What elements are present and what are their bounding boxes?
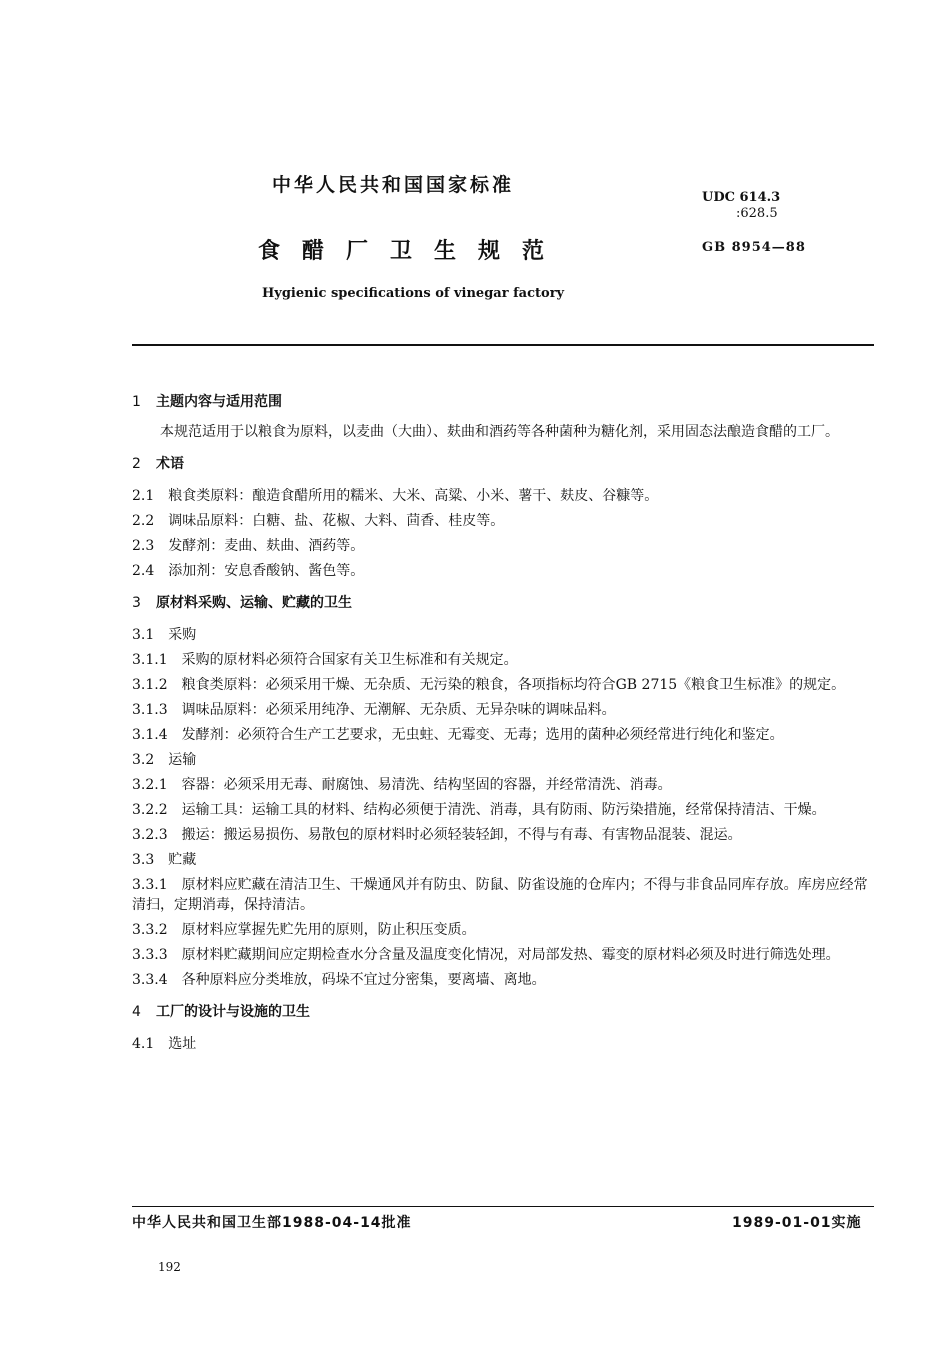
- clause-text: 原材料应掌握先贮先用的原则，防止积压变质。: [181, 922, 476, 938]
- clause-text: 贮藏: [168, 852, 197, 868]
- clause-number: 3.2.3: [132, 827, 168, 843]
- clause-number: 3.3.2: [132, 922, 168, 938]
- section-heading: [132, 454, 874, 474]
- clause-text: 粮食类原料：酿造食醋所用的糯米、大米、高粱、小米、薯干、麸皮、谷糠等。: [168, 488, 659, 504]
- approval-line: 中华人民共和国卫生部1988-04-14批准: [132, 1215, 412, 1231]
- clause-text: 选址: [168, 1036, 197, 1052]
- clause-text: 原材料应贮藏在清洁卫生、干燥通风并有防虫、防鼠、防雀设施的仓库内；不得与非食品同库存放。库房应经常清扫，定期消毒，保持清洁。: [132, 877, 868, 913]
- national-standard-label: 中华人民共和国国家标准: [272, 174, 515, 196]
- clause-text: 主题内容与适用范围: [156, 394, 282, 410]
- clause-number: 3.3.3: [132, 947, 168, 963]
- clause: [132, 875, 874, 915]
- udc-code-line2: :628.5: [736, 206, 778, 221]
- section-heading: [132, 1002, 874, 1022]
- clause-number: 3.2.1: [132, 777, 168, 793]
- clause-number: 3.3.4: [132, 972, 168, 988]
- clause-number: 2: [132, 456, 141, 472]
- clause-number: 3.2: [132, 752, 155, 768]
- clause: [132, 970, 874, 990]
- clause-number: 3.1: [132, 627, 155, 643]
- clause-text: 采购的原材料必须符合国家有关卫生标准和有关规定。: [181, 652, 518, 668]
- clause-number: 3: [132, 595, 141, 611]
- clause-number: 3.1.2: [132, 677, 168, 693]
- document-title: 食醋厂卫生规范: [258, 239, 567, 264]
- clause-text: 采购: [168, 627, 197, 643]
- english-title: Hygienic specifications of vinegar factory: [262, 286, 565, 301]
- clause: [132, 675, 874, 695]
- clause-number: 4: [132, 1004, 141, 1020]
- clause: [132, 920, 874, 940]
- clause: [132, 511, 874, 531]
- clause-text: 容器：必须采用无毒、耐腐蚀、易清洗、结构坚固的容器，并经常清洗、消毒。: [181, 777, 672, 793]
- clause-number: 2.2: [132, 513, 155, 529]
- clause: [132, 625, 874, 645]
- clause-number: 3.3.1: [132, 877, 168, 893]
- clause-number: 2.1: [132, 488, 155, 504]
- clause-number: 3.3: [132, 852, 155, 868]
- page-number: 192: [158, 1260, 181, 1274]
- clause-number: 3.1.3: [132, 702, 168, 718]
- clause: [132, 650, 874, 670]
- clause: [132, 536, 874, 556]
- clause-text: 粮食类原料：必须采用干燥、无杂质、无污染的粮食，各项指标均符合GB 2715《粮食卫生标准》的规定。: [181, 677, 846, 693]
- clause-number: 2.3: [132, 538, 155, 554]
- gb-standard-number: GB 8954—88: [702, 240, 806, 255]
- clause-number: 3.2.2: [132, 802, 168, 818]
- footer-rule: [132, 1206, 874, 1207]
- clause: [132, 1034, 874, 1054]
- clause-text: 原材料贮藏期间应定期检查水分含量及温度变化情况，对局部发热、霉变的原材料必须及时进行筛选处理。: [181, 947, 840, 963]
- clause-text: 调味品原料：白糖、盐、花椒、大料、茴香、桂皮等。: [168, 513, 505, 529]
- section-heading: [132, 392, 874, 412]
- header-rule: [132, 344, 874, 346]
- document-body: [132, 392, 874, 1054]
- clause-text: 添加剂：安息香酸钠、酱色等。: [168, 563, 365, 579]
- clause: [132, 775, 874, 795]
- clause-number: 2.4: [132, 563, 155, 579]
- effective-date: 1989-01-01实施: [732, 1215, 862, 1231]
- clause: [132, 945, 874, 965]
- clause-text: 原材料采购、运输、贮藏的卫生: [156, 595, 352, 611]
- clause: [132, 825, 874, 845]
- clause: [132, 725, 874, 745]
- clause: [132, 486, 874, 506]
- clause: [132, 750, 874, 770]
- clause-text: 各种原料应分类堆放，码垛不宜过分密集，要离墙、离地。: [181, 972, 546, 988]
- clause: [132, 561, 874, 581]
- clause-text: 本规范适用于以粮食为原料，以麦曲（大曲）、麸曲和酒药等各种菌种为糖化剂，采用固态法酿造食醋的工厂。: [160, 424, 839, 440]
- clause-number: 3.1.1: [132, 652, 168, 668]
- clause-text: 搬运：搬运易损伤、易散包的原材料时必须轻装轻卸，不得与有毒、有害物品混装、混运。: [181, 827, 742, 843]
- clause-text: 运输工具：运输工具的材料、结构必须便于清洗、消毒，具有防雨、防污染措施，经常保持清洁、干燥。: [181, 802, 826, 818]
- body-paragraph: [132, 422, 874, 442]
- clause-text: 工厂的设计与设施的卫生: [156, 1004, 310, 1020]
- clause-text: 发酵剂：麦曲、麸曲、酒药等。: [168, 538, 365, 554]
- clause: [132, 800, 874, 820]
- clause: [132, 850, 874, 870]
- clause-text: 发酵剂：必须符合生产工艺要求，无虫蛀、无霉变、无毒；选用的菌种必须经常进行纯化和鉴定。: [181, 727, 784, 743]
- clause-text: 调味品原料：必须采用纯净、无潮解、无杂质、无异杂味的调味品料。: [181, 702, 616, 718]
- clause-text: 术语: [156, 456, 184, 472]
- clause: [132, 700, 874, 720]
- udc-code-line1: UDC 614.3: [702, 190, 781, 205]
- clause-text: 运输: [168, 752, 197, 768]
- clause-number: 3.1.4: [132, 727, 168, 743]
- section-heading: [132, 593, 874, 613]
- clause-number: 4.1: [132, 1036, 155, 1052]
- clause-number: 1: [132, 394, 141, 410]
